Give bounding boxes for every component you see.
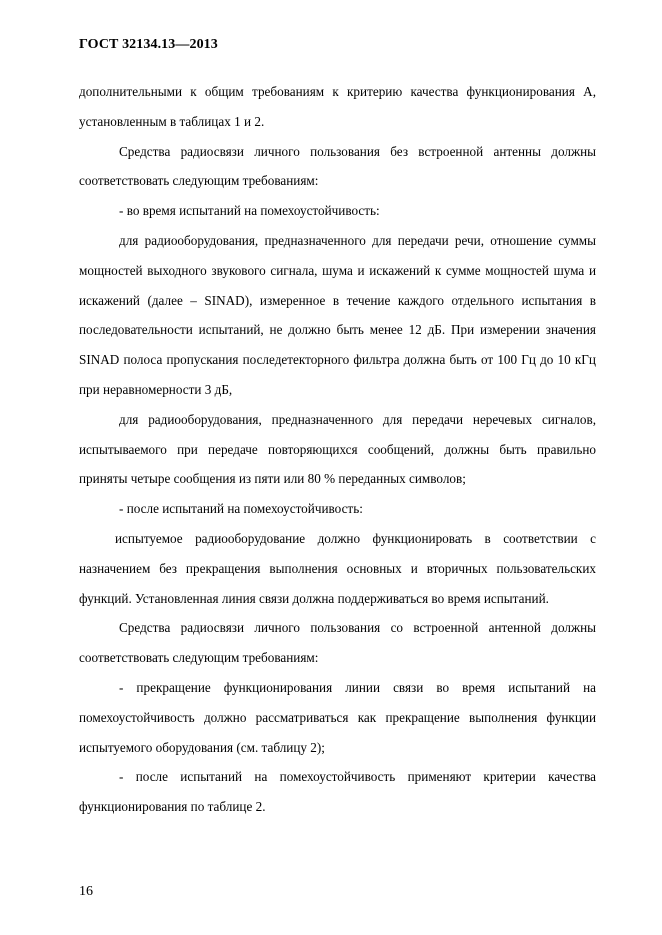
paragraph-8: Средства радиосвязи личного пользования со встроенной антенной должны соответствовать следующим требованиям: bbox=[79, 620, 596, 666]
paragraph-6: - после испытаний на помехоустойчивость: bbox=[119, 501, 363, 517]
document-body bbox=[79, 77, 596, 822]
paragraph-4: для радиооборудования, предназначенного для передачи речи, отношение суммы мощностей выходного звукового сигнала, шума и искажений к сумме мощностей шума и искажений (далее – SINAD), измеренное в течение каждого отдельного испытания в последовательности испытаний, не должно быть менее 12 дБ. При измерении значения SINAD полоса пропускания последетекторного фильтра должна быть от 100 Гц до 10 кГц при неравномерности 3 дБ, bbox=[79, 232, 596, 397]
paragraph-3: - во время испытаний на помехоустойчивость: bbox=[119, 203, 380, 219]
paragraph-5: для радиооборудования, предназначенного для передачи неречевых сигналов, испытываемого при передаче повторяющихся сообщений, должны быть правильно приняты четыре сообщения из пяти или 80 % переданных символов; bbox=[79, 411, 596, 487]
paragraph-10: - после испытаний на помехоустойчивость применяют критерии качества функционирования по таблице 2. bbox=[79, 769, 596, 815]
paragraph-1: дополнительными к общим требованиям к критерию качества функционирования А, установленным в таблицах 1 и 2. bbox=[79, 84, 596, 129]
paragraph-9: - прекращение функционирования линии связи во время испытаний на помехоустойчивость должно рассматриваться как прекращение выполнения функции испытуемого оборудования (см. таблицу 2); bbox=[79, 679, 596, 755]
paragraph-7: испытуемое радиооборудование должно функционировать в соответствии с назначением без прекращения выполнения основных и вторичных пользовательских функций. Установленная линия связи должна поддерживаться во время испытаний. bbox=[79, 530, 596, 606]
page-number: 16 bbox=[79, 884, 93, 899]
document-header: ГОСТ 32134.13—2013 bbox=[79, 37, 218, 52]
paragraph-2: Средства радиосвязи личного пользования без встроенной антенны должны соответствовать следующим требованиям: bbox=[79, 143, 596, 189]
